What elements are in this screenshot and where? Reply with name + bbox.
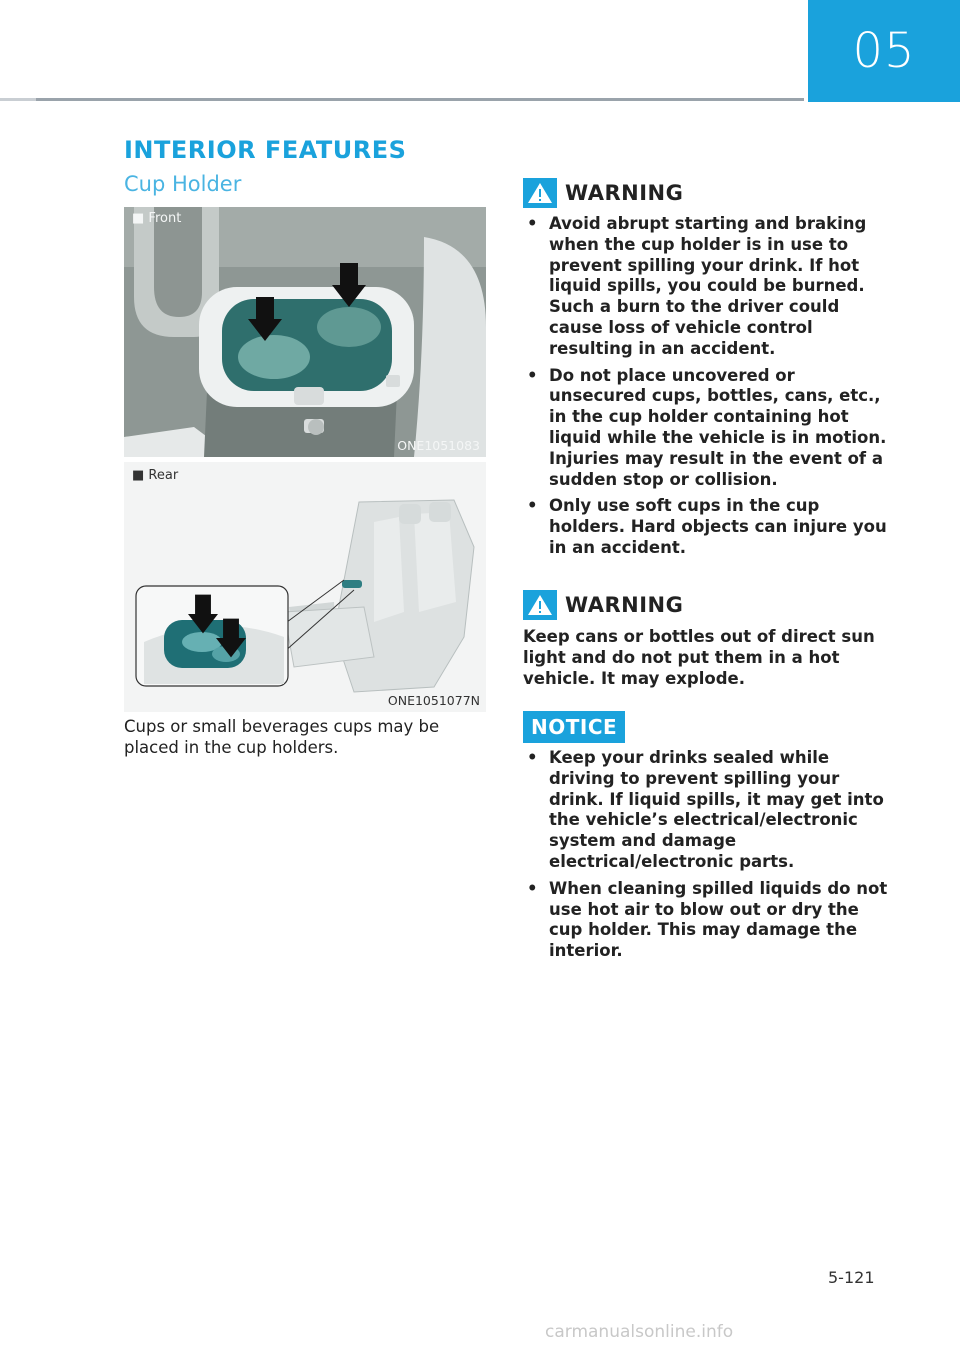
bullet-dot: • [527, 214, 538, 233]
watermark: carmanualsonline.info [545, 1322, 734, 1342]
figure-code-rear: ONE1051077N [387, 693, 480, 708]
warning-1-heading [523, 178, 683, 208]
warning-triangle-icon [523, 178, 557, 208]
notice-list [523, 748, 891, 968]
figure-label-rear: ■ Rear [132, 468, 179, 483]
front-cup-holder-figure [124, 207, 486, 457]
bullet-dot: • [527, 878, 538, 898]
notice-label: NOTICE [523, 711, 625, 743]
down-arrow-icon [188, 594, 218, 634]
warning-1-title: WARNING [565, 181, 684, 205]
list-item-text: When cleaning spilled liquids do not use hot air to blow out or dry the cup holder. This may damage the interior. [549, 878, 888, 961]
warning-triangle-icon [523, 590, 557, 620]
list-item-text: Avoid abrupt starting and braking when the cup holder is in use to prevent spilling your drink. If hot liquid spills, you could be burned. Such a burn to the driver could cause loss of vehicle control resulting in an accident. [549, 214, 867, 358]
down-arrow-icon [216, 618, 246, 658]
list-item [523, 879, 891, 962]
list-item-text: Keep your drinks sealed while driving to prevent spilling your drink. If liquid spills, it may get into the vehicle’s electrical/electronic system and damage electrical/electronic parts. [549, 748, 884, 871]
down-arrow-icon [332, 263, 366, 307]
subsection-title: Cup Holder [124, 172, 242, 196]
warning-1-list [523, 214, 891, 565]
cup-holder-description: Cups or small beverages cups may be placed in the cup holders. [124, 717, 440, 757]
warning-2-text: Keep cans or bottles out of direct sun light and do not put them in a hot vehicle. It may explode. [523, 627, 875, 688]
page-number: 5-121 [828, 1268, 875, 1287]
bullet-dot: • [527, 365, 538, 385]
list-item [523, 214, 891, 360]
rear-seat-illustration [124, 462, 486, 712]
list-item [523, 366, 891, 491]
chapter-tab: 05 [808, 0, 960, 102]
down-arrow-icon [248, 297, 282, 341]
warning-2-title: WARNING [565, 593, 684, 617]
list-item-text: Only use soft cups in the cup holders. Hard objects can injure you in an accident. [549, 496, 887, 557]
rear-cup-holder-figure [124, 462, 486, 712]
bullet-dot: • [527, 748, 538, 767]
warning-2-heading [523, 590, 683, 620]
list-item-text: Do not place uncovered or unsecured cups, bottles, cans, etc., in the cup holder containing hot liquid while the vehicle is in motion. Injuries may result in the event of a sudden stop or collision. [549, 365, 887, 489]
header-rule-start [0, 98, 36, 101]
list-item [523, 496, 891, 558]
figure-label-front: ■ Front [132, 211, 182, 226]
list-item [523, 748, 891, 873]
header-rule [0, 98, 804, 101]
bullet-dot: • [527, 496, 538, 516]
front-console-illustration [124, 207, 486, 457]
figure-code-front: ONE1051083 [397, 438, 480, 453]
section-title: INTERIOR FEATURES [124, 136, 407, 164]
